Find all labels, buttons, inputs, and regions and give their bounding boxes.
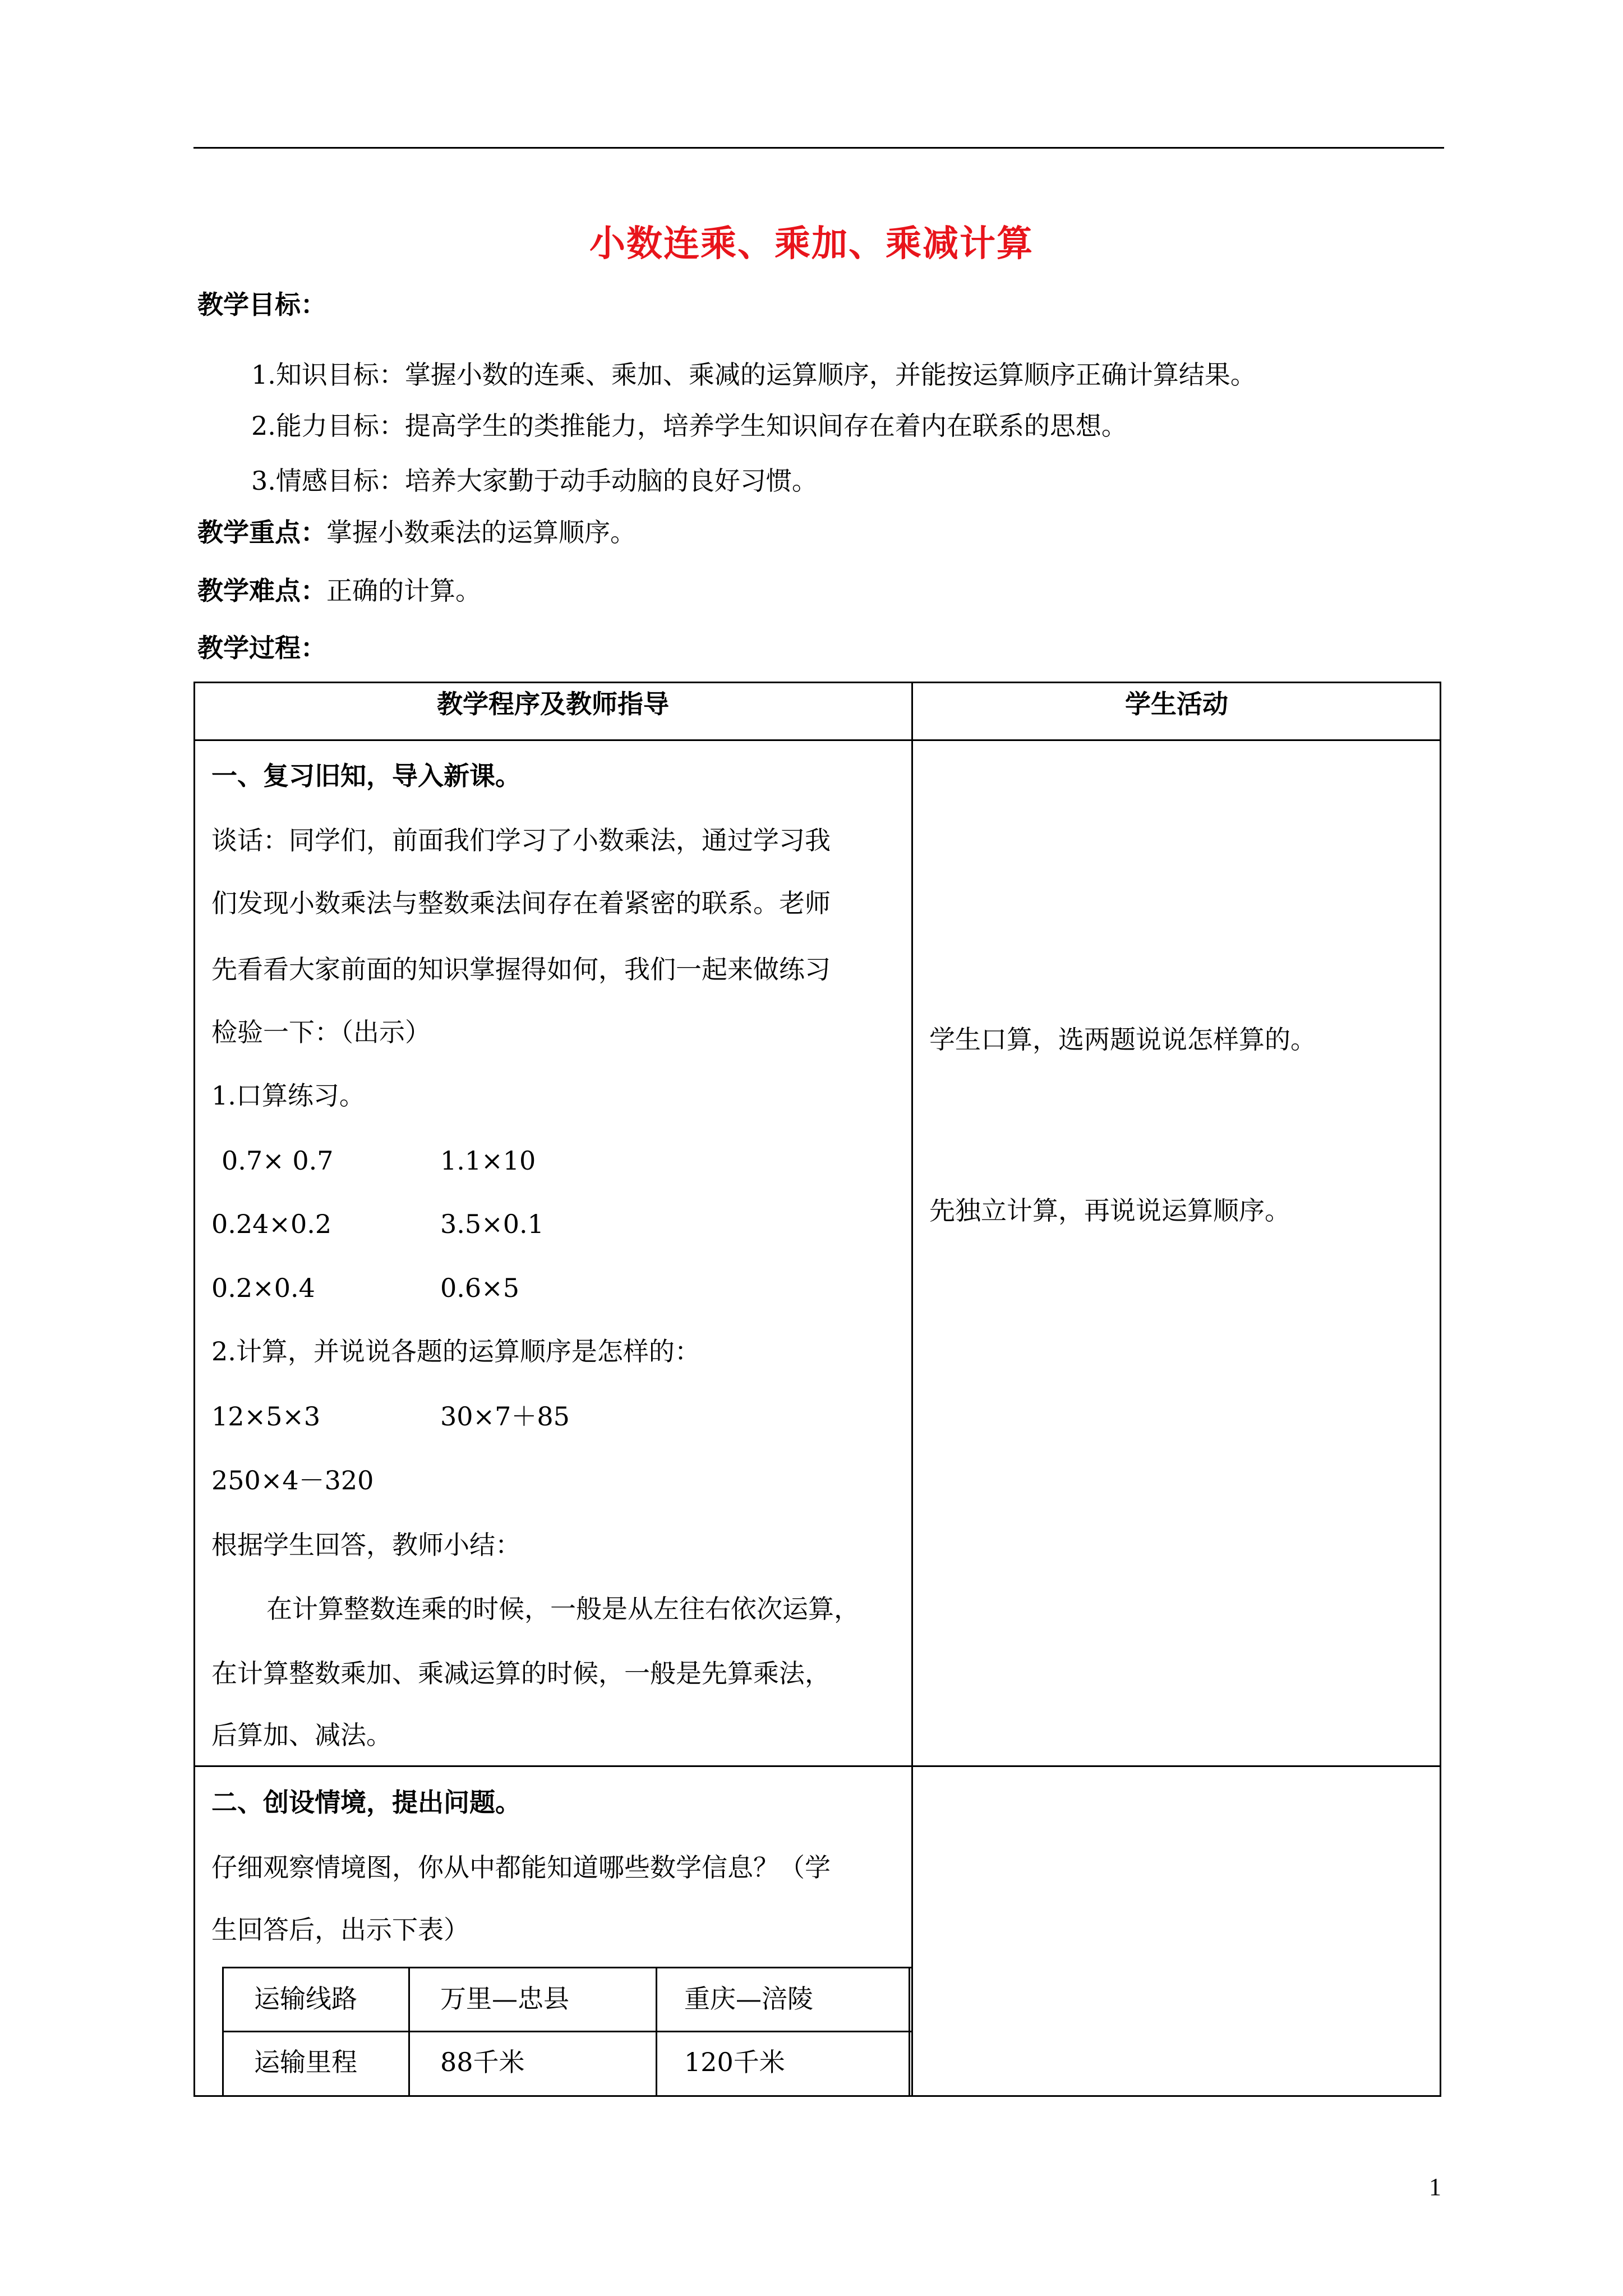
objective-3: 3.情感目标：培养大家勤于动手动脑的良好习惯。	[251, 466, 818, 496]
difficulty-text: 正确的计算。	[326, 576, 481, 606]
section1-line: 谈话：同学们，前面我们学习了小数乘法，通过学习我	[211, 825, 831, 855]
table-section-rule	[193, 1765, 1441, 1767]
difficulty-label: 教学难点：	[197, 576, 326, 606]
inner-table-cell: 万里—忠县	[440, 1984, 569, 2014]
oral-problem: 0.6×5	[440, 1273, 519, 1303]
section2-heading: 二、创设情境，提出问题。	[211, 1787, 521, 1818]
difficulty	[197, 575, 481, 606]
oral-problem: 1.1×10	[440, 1145, 536, 1176]
table-column-divider	[911, 682, 913, 2097]
section1-line: 们发现小数乘法与整数乘法间存在着紧密的联系。老师	[211, 888, 831, 918]
inner-table-border-top	[222, 1967, 912, 1968]
page-title: 小数连乘、乘加、乘减计算	[589, 223, 1034, 265]
oral-problem: 0.7× 0.7	[222, 1145, 334, 1176]
page-number: 1	[1429, 2173, 1441, 2201]
oral-problem: 0.2×0.4	[211, 1273, 315, 1303]
inner-table-border-left	[222, 1967, 224, 2096]
table-header-rule	[193, 739, 1441, 741]
table-header-teacher: 教学程序及教师指导	[437, 689, 669, 719]
inner-table-cell: 重庆—涪陵	[684, 1984, 813, 2014]
summary-line: 在计算整数连乘的时候，一般是从左往右依次运算，	[266, 1594, 860, 1624]
student-activity: 学生口算，选两题说说怎样算的。	[929, 1024, 1316, 1055]
summary-line: 后算加、减法。	[211, 1720, 392, 1750]
oral-problem: 3.5×0.1	[440, 1209, 544, 1239]
key-point-label: 教学重点：	[197, 517, 326, 547]
inner-table-column-divider	[656, 1967, 657, 2096]
calc-problem: 12×5×3	[211, 1401, 321, 1432]
key-point	[197, 517, 636, 548]
summary-line: 在计算整数乘加、乘减运算的时候，一般是先算乘法，	[211, 1658, 831, 1688]
calc-problem: 250×4－320	[211, 1465, 374, 1496]
inner-table-cell: 运输线路	[254, 1984, 357, 2014]
section1-line: 先看看大家前面的知识掌握得如何，我们一起来做练习	[211, 954, 831, 984]
table-header-student: 学生活动	[1125, 689, 1228, 719]
table-border-top	[193, 682, 1441, 683]
section2-line: 生回答后，出示下表）	[211, 1915, 469, 1945]
inner-table-cell: 88千米	[440, 2047, 525, 2077]
inner-table-row-rule	[222, 2031, 912, 2032]
inner-table-cell: 120千米	[684, 2047, 785, 2077]
objective-1: 1.知识目标：掌握小数的连乘、乘加、乘减的运算顺序，并能按运算顺序正确计算结果。	[251, 360, 1256, 390]
oral-problem: 0.24×0.2	[211, 1209, 332, 1239]
student-activity: 先独立计算，再说说运算顺序。	[929, 1195, 1290, 1226]
inner-table-column-divider	[408, 1967, 410, 2096]
section1-heading: 一、复习旧知，导入新课。	[211, 761, 521, 791]
table-border-bottom	[193, 2095, 1441, 2097]
key-point-text: 掌握小数乘法的运算顺序。	[326, 517, 636, 547]
calc-label: 2.计算，并说说各题的运算顺序是怎样的：	[211, 1336, 700, 1366]
inner-table-cell: 运输里程	[254, 2047, 357, 2077]
summary-label: 根据学生回答，教师小结：	[211, 1530, 521, 1560]
process-label: 教学过程：	[197, 633, 326, 663]
table-border-left	[193, 682, 195, 2097]
objectives-label: 教学目标：	[197, 289, 326, 320]
section1-line: 检验一下：（出示）	[211, 1017, 431, 1047]
objective-2: 2.能力目标：提高学生的类推能力，培养学生知识间存在着内在联系的思想。	[251, 411, 1127, 441]
calc-problem: 30×7＋85	[440, 1401, 570, 1432]
oral-practice-label: 1.口算练习。	[211, 1080, 365, 1111]
header-rule	[193, 147, 1444, 149]
section2-line: 仔细观察情境图，你从中都能知道哪些数学信息？（学	[211, 1852, 831, 1883]
table-border-right	[1440, 682, 1441, 2097]
inner-table-border-right	[909, 1967, 910, 2096]
